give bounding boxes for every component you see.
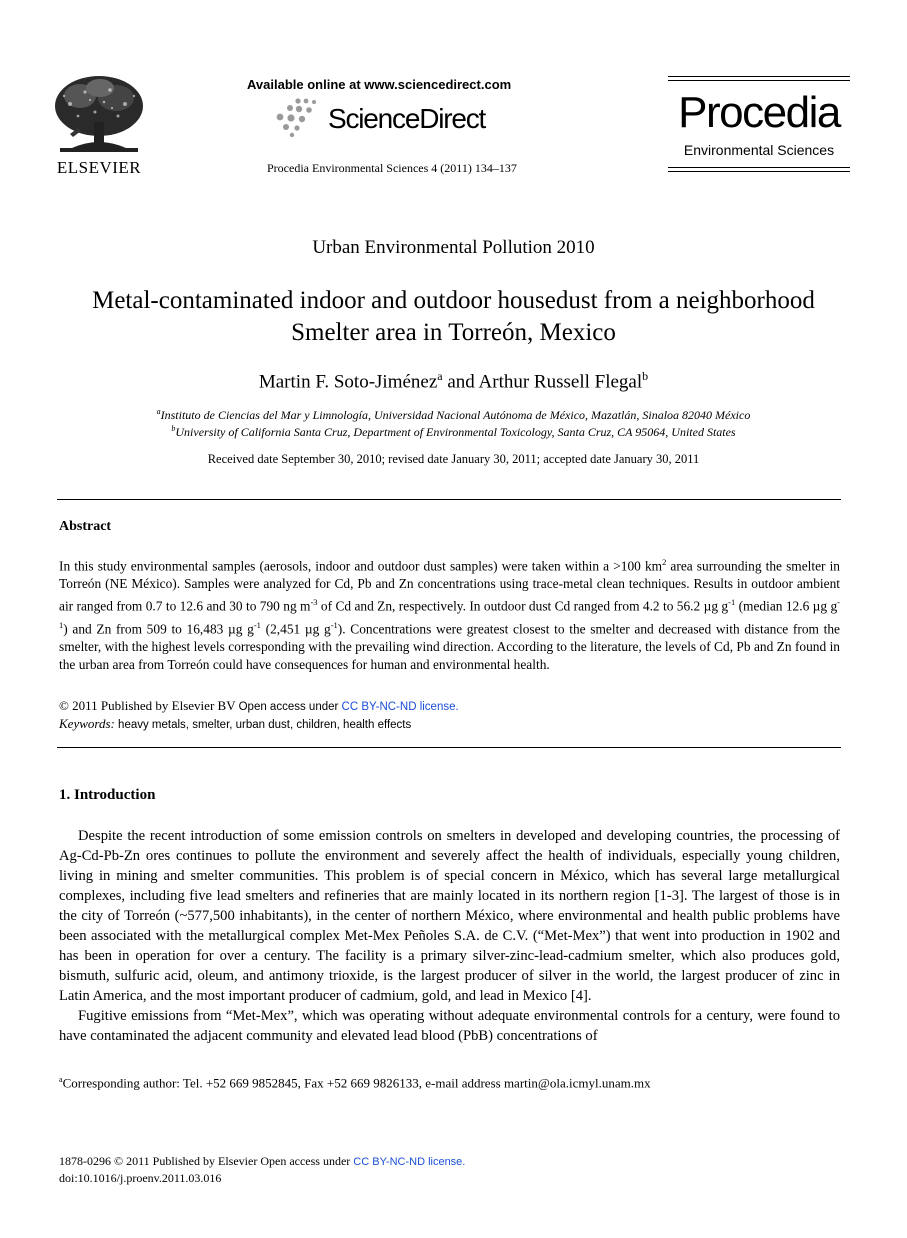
author-name: Arthur Russell Flegal xyxy=(478,371,643,393)
footnote-mark: a xyxy=(59,1075,63,1084)
sciencedirect-wordmark: ScienceDirect xyxy=(328,103,486,134)
abstract-sup: -1 xyxy=(59,597,840,630)
author-name: Martin F. Soto-Jiménez xyxy=(258,371,438,393)
corresponding-author-note xyxy=(59,1075,651,1091)
affiliation xyxy=(0,424,907,440)
affiliation-mark: a xyxy=(156,407,161,416)
copyright-text: © 2011 Published by Elsevier BV xyxy=(59,698,239,713)
procedia-subtitle: Environmental Sciences xyxy=(683,142,835,158)
author-list xyxy=(0,369,907,393)
license-link[interactable]: CC BY-NC-ND license. xyxy=(341,701,459,713)
abstract-text xyxy=(59,553,840,674)
article-dates: Received date September 30, 2010; revised date January 30, 2011; accepted date January 30, 2011 xyxy=(207,452,700,466)
procedia-logo xyxy=(668,76,850,176)
author-affiliation-mark: a xyxy=(437,369,443,383)
affiliation-mark: b xyxy=(171,424,176,433)
procedia-rule-top xyxy=(668,76,850,77)
section-body xyxy=(59,826,840,1046)
abstract-sup: 2 xyxy=(662,557,667,567)
journal-reference: Procedia Environmental Sciences 4 (2011) 134–137 xyxy=(267,161,517,175)
keywords-label: Keywords: xyxy=(59,716,115,731)
abstract-run: ) and Zn from 509 to 16,483 µg g xyxy=(63,621,254,637)
abstract-run: of Cd and Zn, respectively. In outdoor dust Cd ranged from 4.2 to 56.2 µg g xyxy=(317,598,729,614)
elsevier-wordmark: ELSEVIER xyxy=(56,158,142,177)
affiliation xyxy=(0,407,907,423)
procedia-rule-bottom-2 xyxy=(668,171,850,172)
divider xyxy=(57,747,841,748)
sciencedirect-logo xyxy=(272,97,512,139)
doi-link[interactable]: doi:10.1016/j.proenv.2011.03.016 xyxy=(59,1171,222,1185)
abstract-run: In this study environmental samples (aerosols, indoor and outdoor dust samples) were taken within a >100 km xyxy=(59,558,663,574)
procedia-rule-top-2 xyxy=(668,80,850,81)
section-heading: 1. Introduction xyxy=(59,787,156,803)
paper-title: Metal-contaminated indoor and outdoor housedust from a neighborhood Smelter area in Torreón, Mexico xyxy=(92,287,815,346)
abstract-sup: -1 xyxy=(728,597,736,608)
abstract-sup: -1 xyxy=(253,619,261,630)
footer-issn xyxy=(59,1154,465,1169)
author-affiliation-mark: b xyxy=(642,369,649,383)
abstract-run: area surrounding the smelter in Torreón (NE México). Samples were analyzed for Cd, Pb and Zn concentrations using trace-metal clean techniques. Results in outdoor ambient air ranged from 0.7 to 12.6 and 30 to 790 ng m xyxy=(59,558,840,614)
open-access-label: Open access under xyxy=(238,701,342,713)
abstract-heading: Abstract xyxy=(59,519,112,534)
license-link[interactable]: CC BY-NC-ND license. xyxy=(353,1156,466,1168)
sciencedirect-url-link[interactable]: www.sciencedirect.com xyxy=(364,77,512,92)
affiliation-text: University of California Santa Cruz, Department of Environmental Toxicology, Santa Cruz, CA 95064, United States xyxy=(175,425,736,439)
procedia-wordmark: Procedia xyxy=(678,88,840,137)
available-online-line xyxy=(247,77,511,92)
elsevier-logo xyxy=(50,74,148,178)
open-access-label: Open access under xyxy=(260,1154,354,1168)
paragraph: Fugitive emissions from “Met-Mex”, which was operating without adequate environmental controls for a century, were found to have contaminated the adjacent community and elevated lead blood (PbB) concentrations of xyxy=(59,1008,840,1044)
procedia-rule-bottom xyxy=(668,167,850,168)
abstract-sup: -1 xyxy=(330,619,338,630)
copyright-line xyxy=(59,698,459,714)
abstract-run: (median 12.6 µg g xyxy=(735,598,838,614)
footnote-text: Corresponding author: Tel. +52 669 9852845, Fax +52 669 9826133, e-mail address martin@ola.icmyl.unam.mx xyxy=(62,1075,651,1091)
sciencedirect-dots-icon xyxy=(272,97,326,139)
issn-text: 1878-0296 © 2011 Published by Elsevier xyxy=(59,1154,261,1168)
keywords-line xyxy=(59,716,411,732)
available-online-label: Available online at xyxy=(247,77,365,92)
conference-name: Urban Environmental Pollution 2010 xyxy=(312,237,595,258)
paragraph: Despite the recent introduction of some emission controls on smelters in developed and developing countries, the processing of Ag-Cd-Pb-Zn ores continues to pollute the environment and severely affect the health of individuals, especially young children, living in mining and smelter communities. This problem is of special concern in México, which has several large metallurgical complexes, including five lead smelters and refineries that are mainly located in its northern region [1-3]. The largest of those is in the city of Torreón (~577,500 inhabitants), in the center of northern México, where environmental and health public problems have been associated with the metallurgical complex Met-Mex Peñoles S.A. de C.V. (“Met-Mex”) that went into production in 1902 and has been in operation for over a century. The facility is a primary silver-zinc-lead-cadmium smelter, which also produces gold, bismuth, sulfuric acid, oleum, and antimony trioxide, is the largest producer of silver in the world, the largest producer of zinc in Latin America, and the most important producer of cadmium, gold, and lead in Mexico [4]. xyxy=(59,828,840,1004)
keywords-values: heavy metals, smelter, urban dust, children, health effects xyxy=(114,719,412,731)
abstract-run: (2,451 µg g xyxy=(260,621,331,637)
abstract-sup: -3 xyxy=(310,597,318,608)
elsevier-tree-icon xyxy=(50,74,148,158)
divider xyxy=(57,499,841,500)
abstract-run: ). Concentrations were greatest closest to the smelter and decreased with distance from the smelter, with the highest levels corresponding with the prevailing wind direction. According to the literature, the levels of Cd, Pb and Zn found in the urban area from Torreón could have consequences for human and environmental health. xyxy=(59,621,840,673)
affiliation-text: Instituto de Ciencias del Mar y Limnología, Universidad Nacional Autónoma de México, Mazatlán, Sinaloa 82040 México xyxy=(160,408,751,422)
author-joiner: and xyxy=(442,371,479,393)
